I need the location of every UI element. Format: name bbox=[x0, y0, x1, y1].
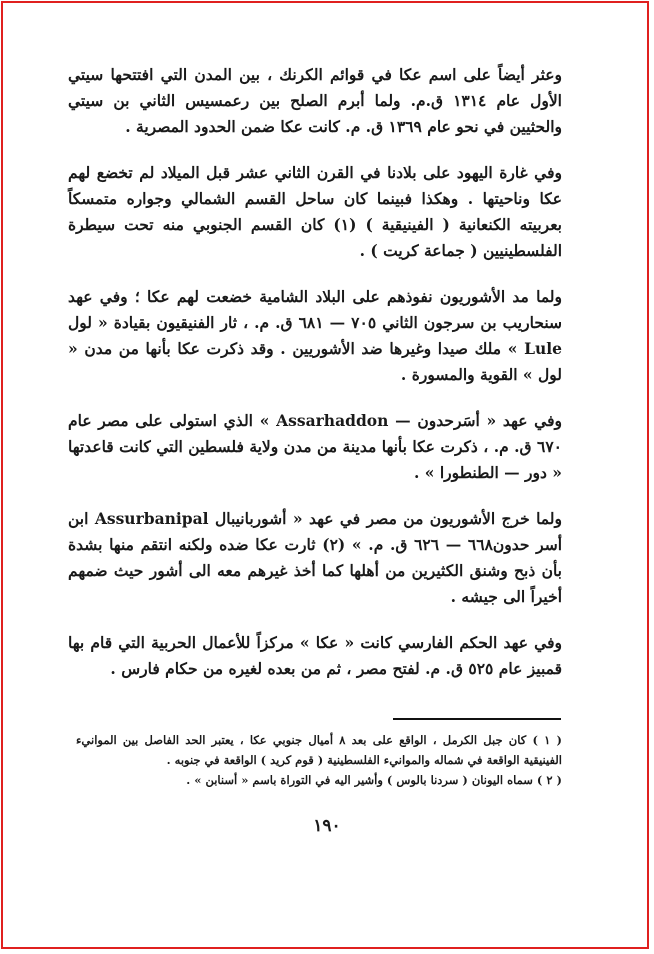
main-text bbox=[68, 62, 562, 702]
page-number: ١٩٠ bbox=[313, 816, 341, 836]
paragraph-1: وعثر أيضاً على اسم عكا في قوائم الكرنك ، بين المدن التي افتتحها سيتي الأول عام ١٣١٤ ق.م. ولما أبرم الصلح بين رعمسيس الثاني بن سيتي والحثيين في نحو عام ١٣٦٩ ق. م. كانت عكا ضمن الحدود المصرية . bbox=[68, 65, 562, 136]
footnote-2: ( ٢ ) سماه اليونان ( سردنا بالوس ) وأشير اليه في التوراة باسم « أسنابن » . bbox=[186, 773, 562, 787]
footnote-1: ( ١ ) كان جبل الكرمل ، الواقع على بعد ٨ أميال جنوبي عكا ، يعتبر الحد الفاصل بين الموانيء الفينيقية الواقعة في شماله والموانيء الفلسطينية ( قوم كريد ) الواقعة في جنوبه . bbox=[76, 733, 562, 767]
paragraph-4: وفي عهد « أسَرحدون — Assarhaddon » الذي استولى على مصر عام ٦٧٠ ق. م. ، ذكرت عكا بأنها مدينة من مدن ولاية فلسطين التي كانت قاعدتها « دور — الطنطورا » . bbox=[68, 411, 562, 482]
footnotes bbox=[76, 730, 562, 790]
footnote-divider bbox=[393, 718, 561, 720]
paragraph-6: وفي عهد الحكم الفارسي كانت « عكا » مركزاً للأعمال الحربية التي قام بها قمبيز عام ٥٢٥ ق. م. لفتح مصر ، ثم من بعده لغيره من حكام فارس . bbox=[68, 633, 562, 678]
paragraph-3: ولما مد الأشوريون نفوذهم على البلاد الشامية خضعت لهم عكا ؛ وفي عهد سنحاريب بن سرجون الثاني ٧٠٥ — ٦٨١ ق. م. ، ثار الفنيقيون بقيادة « لول Lule » ملك صيدا وغيرها ضد الأشوريين . وقد ذكرت عكا بأنها من مدن « لول » القوية والمسورة . bbox=[68, 287, 562, 384]
paragraph-5: ولما خرج الأشوريون من مصر في عهد « أشوربانيبال Assurbanipal ابن أسر حدون٦٦٨ — ٦٢٦ ق. م. » (٢) ثارت عكا ضده ولكنه انتقم منها بشدة بأن ذبح وشنق الكثيرين من أهلها كما أخذ غيرهم معه الى أشور حيث ضمهم أخيراً الى جيشه . bbox=[68, 509, 563, 606]
paragraph-2: وفي غارة اليهود على بلادنا في القرن الثاني عشر قبل الميلاد لم تخضع لهم عكا وناحيتها . وهكذا فبينما كان ساحل القسم الشمالي وجواره متمسكاً بعربيته الكنعانية ( الفينيقية ) (١) كان القسم الجنوبي منه تحت سيطرة الفلسطينيين ( جماعة كريت ) . bbox=[68, 163, 562, 260]
